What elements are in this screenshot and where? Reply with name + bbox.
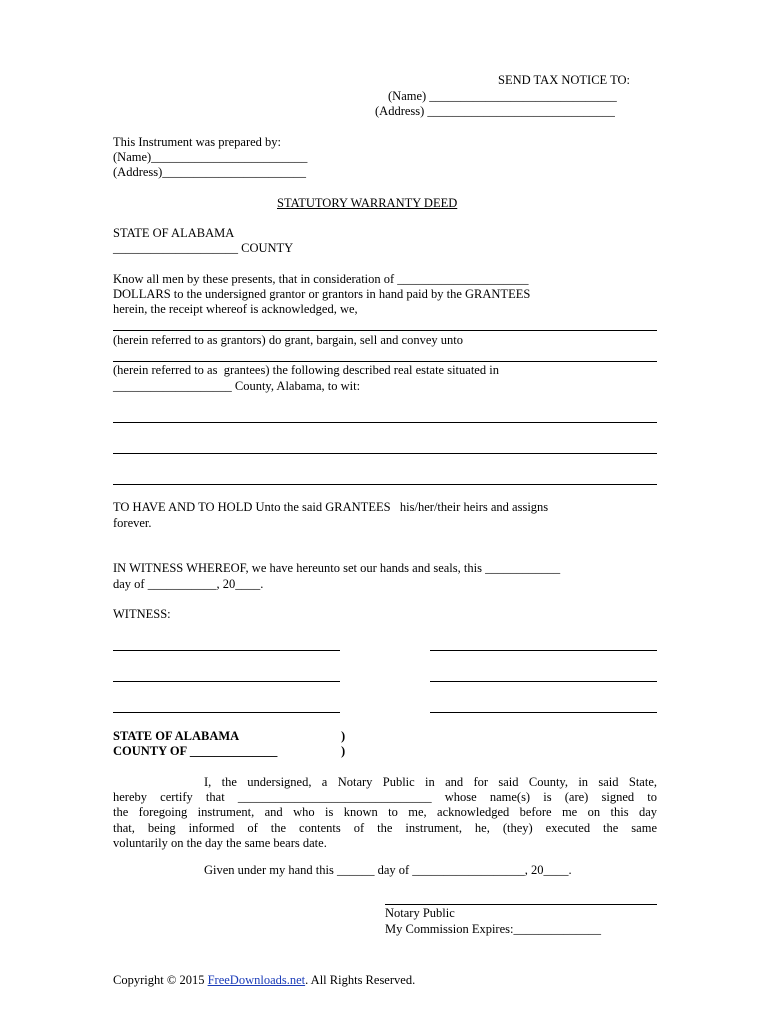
freedownloads-link[interactable]: FreeDownloads.net	[207, 973, 306, 987]
witness-clause-line-1: IN WITNESS WHEREOF, we have hereunto set our hands and seals, this ____________	[113, 561, 561, 575]
witness-clause-line-2: day of ___________, 20____.	[113, 577, 264, 591]
notary-state-paren: )	[341, 729, 346, 743]
certificate-line-2: hereby certify that _______________________________ whose name(s) is (are) signed to	[113, 790, 657, 804]
commission-expires-field: My Commission Expires:______________	[385, 922, 601, 936]
state-label: STATE OF ALABAMA	[113, 226, 235, 240]
grantors-clause: (herein referred to as grantors) do grant, bargain, sell and convey unto	[113, 333, 463, 347]
legal-description-blank-3	[113, 484, 657, 485]
tax-notice-address-field: (Address) ______________________________	[375, 104, 615, 118]
habendum-line-2: forever.	[113, 516, 152, 530]
rights-text: . All Rights Reserved.	[305, 973, 416, 987]
certificate-line-5: voluntarily on the day the same bears date.	[113, 836, 327, 850]
grantor-signature-line-2	[430, 681, 657, 682]
legal-description-blank-2	[113, 453, 657, 454]
notary-state-label: STATE OF ALABAMA	[113, 729, 240, 743]
notary-public-label: Notary Public	[385, 906, 455, 920]
copyright-footer	[113, 973, 415, 988]
grantees-clause-line-2: ___________________ County, Alabama, to wit:	[113, 379, 361, 393]
grantee-name-blank	[113, 361, 657, 362]
grantor-name-blank	[113, 330, 657, 331]
consideration-line-1: Know all men by these presents, that in consideration of _____________________	[113, 272, 529, 286]
certificate-line-4: that, being informed of the contents of the instrument, he, (they) executed the same	[113, 821, 657, 835]
send-tax-notice-heading: SEND TAX NOTICE TO:	[498, 73, 630, 87]
prepared-by-address-field: (Address)_______________________	[113, 165, 307, 179]
tax-notice-name-field: (Name) ______________________________	[388, 89, 617, 103]
county-field: ____________________ COUNTY	[113, 241, 294, 255]
witness-signature-line-3	[113, 712, 340, 713]
consideration-line-3: herein, the receipt whereof is acknowledged, we,	[113, 302, 358, 316]
habendum-line-1: TO HAVE AND TO HOLD Unto the said GRANTEES his/her/their heirs and assigns	[113, 500, 549, 514]
grantor-signature-line-1	[430, 650, 657, 651]
witness-signature-line-1	[113, 650, 340, 651]
given-under-hand: Given under my hand this ______ day of __________________, 20____.	[204, 863, 572, 877]
notary-county-field: COUNTY OF ______________	[113, 744, 278, 758]
witness-label: WITNESS:	[113, 607, 171, 621]
grantees-clause-line-1: (herein referred to as grantees) the following described real estate situated in	[113, 363, 499, 377]
notary-county-paren: )	[341, 744, 346, 758]
witness-signature-line-2	[113, 681, 340, 682]
prepared-by-label: This Instrument was prepared by:	[113, 135, 282, 149]
copyright-text: Copyright © 2015	[113, 973, 208, 987]
certificate-line-1: I, the undersigned, a Notary Public in and for said County, in said State,	[204, 775, 657, 789]
consideration-line-2: DOLLARS to the undersigned grantor or grantors in hand paid by the GRANTEES	[113, 287, 531, 301]
grantor-signature-line-3	[430, 712, 657, 713]
notary-signature-line	[385, 904, 657, 905]
certificate-line-3: the foregoing instrument, and who is known to me, acknowledged before me on this day	[113, 805, 657, 819]
prepared-by-name-field: (Name)_________________________	[113, 150, 308, 164]
legal-description-blank-1	[113, 422, 657, 423]
document-title: STATUTORY WARRANTY DEED	[277, 196, 458, 210]
